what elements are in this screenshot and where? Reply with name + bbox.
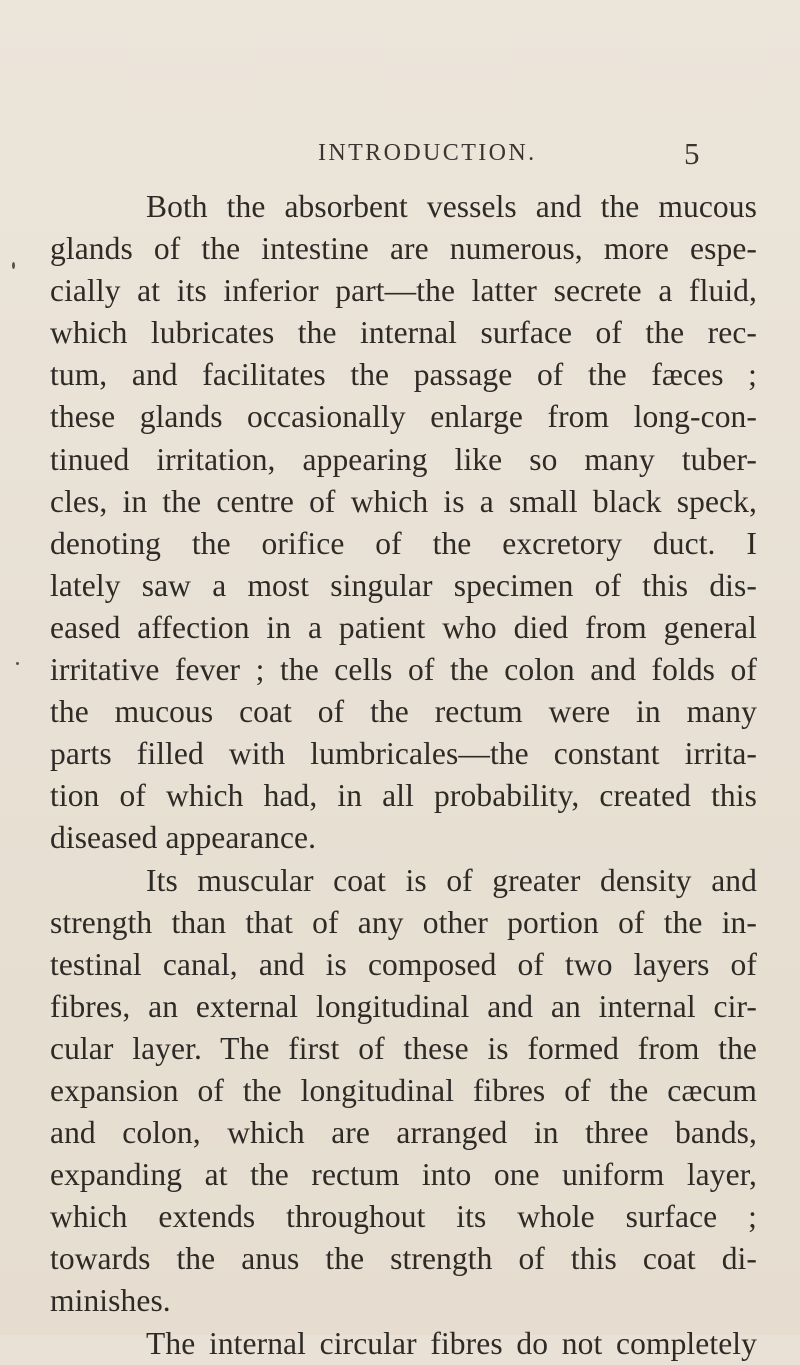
paragraph-1-line: eased affection in a patient who died from general <box>50 609 757 645</box>
paragraph-2-line: fibres, an external longitudinal and an internal cir- <box>50 988 757 1024</box>
margin-speck <box>12 262 15 269</box>
page-header <box>0 136 800 176</box>
paragraph-2-line: which extends throughout its whole surface ; <box>50 1199 757 1235</box>
paragraph-2-line: minishes. <box>50 1283 171 1319</box>
paragraph-1-line: cially at its inferior part—the latter secrete a fluid, <box>50 273 757 309</box>
paragraph-1-line: which lubricates the internal surface of the rec- <box>50 315 757 351</box>
paragraph-1-line: tinued irritation, appearing like so many tuber- <box>50 441 757 477</box>
paragraph-3-line: The internal circular fibres do not completely <box>146 1325 757 1361</box>
paragraph-2-line: towards the anus the strength of this coat di- <box>50 1241 757 1277</box>
paragraph-1-line: irritative fever ; the cells of the colon and folds of <box>50 652 757 688</box>
margin-speck <box>16 662 19 665</box>
paragraph-2-line: expansion of the longitudinal fibres of the cæcum <box>50 1072 757 1108</box>
paragraph-2-line: and colon, which are arranged in three bands, <box>50 1115 757 1151</box>
page-number: 5 <box>684 136 700 171</box>
paragraph-1-line: diseased appearance. <box>50 820 317 856</box>
paragraph-1-line: tum, and facilitates the passage of the fæces ; <box>50 357 757 393</box>
paragraph-2-line: Its muscular coat is of greater density and <box>146 862 757 898</box>
paragraph-1-line: glands of the intestine are numerous, more espe- <box>50 231 757 267</box>
paragraph-1-line: lately saw a most singular specimen of this dis- <box>50 567 757 603</box>
paragraph-2-line: cular layer. The first of these is formed from the <box>50 1030 757 1066</box>
paragraph-1-line: Both the absorbent vessels and the mucous <box>146 189 757 224</box>
paragraph-1-line: cles, in the centre of which is a small black speck, <box>50 483 757 519</box>
body-text <box>50 186 757 1365</box>
paragraph-1-line: denoting the orifice of the excretory duct. I <box>50 525 757 561</box>
paragraph-1-line: these glands occasionally enlarge from long-con- <box>50 399 757 435</box>
paragraph-2-line: expanding at the rectum into one uniform layer, <box>50 1157 757 1193</box>
paragraph-2-line: strength than that of any other portion of the in- <box>50 904 757 940</box>
paragraph-2-line: testinal canal, and is composed of two layers of <box>50 946 757 982</box>
paragraph-1-line: tion of which had, in all probability, created this <box>50 778 757 814</box>
paragraph-1-line: parts filled with lumbricales—the constant irrita- <box>50 736 757 772</box>
running-title: INTRODUCTION. <box>318 140 537 166</box>
paragraph-1-line: the mucous coat of the rectum were in many <box>50 694 757 730</box>
